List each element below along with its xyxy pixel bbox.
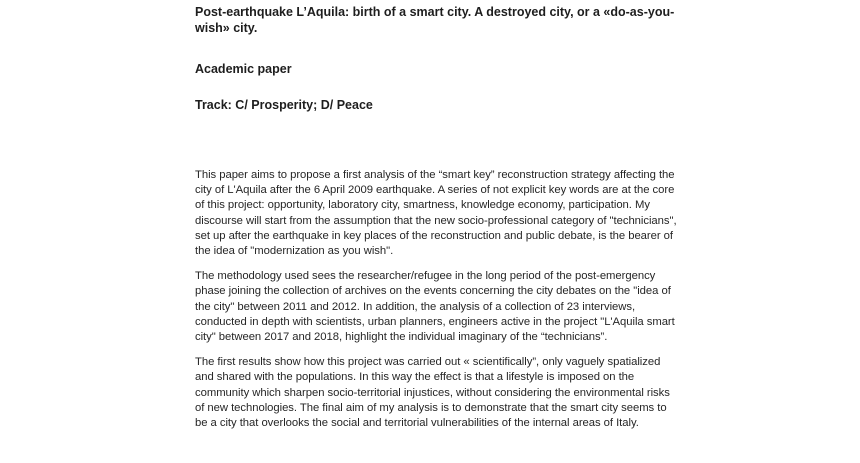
abstract-paragraph-2: The methodology used sees the researcher/refugee in the long period of the post-emergency phase joining the collection of archives on the events concerning the city debates on the "idea of the city" between 2011 and 2012. In addition, the analysis of a collection of 23 interviews, conducted in depth with scientists, urban planners, engineers active in the project "L'Aquila smart city" between 2017 and 2018, highlight the individual imaginary of the “technicians”. <box>195 270 675 344</box>
abstract-paragraph-1: This paper aims to propose a first analysis of the “smart key” reconstruction strategy affecting the city of L'Aquila after the 6 April 2009 earthquake. A series of not explicit key words are at the core of this project: opportunity, laboratory city, smartness, knowledge economy, participation. My discourse will start from the assumption that the new socio-professional category of "technicians", set up after the earthquake in key places of the reconstruction and public debate, is the bearer of the idea of "modernization as you wish". <box>195 169 677 258</box>
paper-track: Track: C/ Prosperity; D/ Peace <box>195 98 373 112</box>
paper-title: Post-earthquake L’Aquila: birth of a smart city. A destroyed city, or a «do-as-you-wish» city. <box>195 5 675 35</box>
abstract-paragraph-3: The first results show how this project was carried out « scientifically”, only vaguely spatialized and shared with the populations. In this way the effect is that a lifestyle is imposed on the community which sharpen socio-territorial injustices, without considering the environmental risks of new technologies. The final aim of my analysis is to demonstrate that the smart city seems to be a city that overlooks the social and territorial vulnerabilities of the internal areas of Italy. <box>195 356 670 430</box>
paper-type: Academic paper <box>195 62 292 76</box>
abstract-body <box>195 168 677 441</box>
